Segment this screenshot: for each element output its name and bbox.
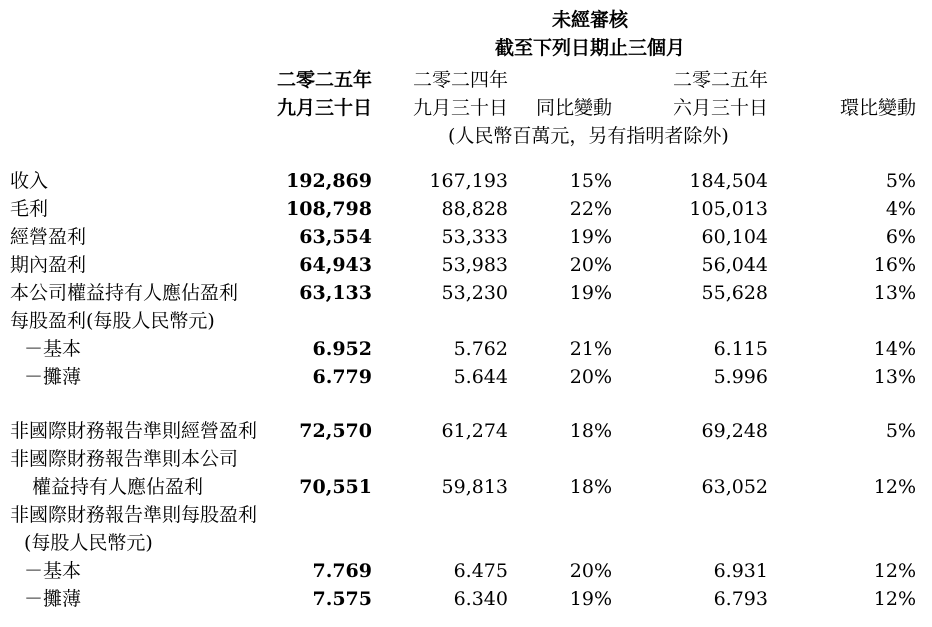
value-cell: 18%: [569, 476, 612, 498]
value-cell: 20%: [569, 560, 612, 582]
table-row-non-ifrs-operating-profit: [0, 418, 932, 445]
value-cell: 5%: [885, 420, 916, 442]
col2-header-line1: 二零二四年: [412, 69, 508, 91]
value-cell: 63,133: [299, 282, 372, 304]
value-cell: 64,943: [299, 254, 372, 276]
table-row-attributable-profit: [0, 280, 932, 307]
value-cell: 69,248: [701, 420, 768, 442]
row-label: －攤薄: [24, 366, 82, 388]
value-cell: 61,274: [441, 420, 508, 442]
value-cell: 53,333: [441, 226, 508, 248]
value-cell: 5.762: [453, 338, 508, 360]
table-row-non-ifrs-eps-basic: [0, 558, 932, 585]
value-cell: 5.996: [713, 366, 768, 388]
unit-note: (人民幣百萬元，另有指明者除外): [448, 125, 729, 147]
value-cell: 19%: [569, 282, 612, 304]
col4-header-line2: 六月三十日: [672, 97, 768, 119]
row-label: 每股盈利(每股人民幣元): [10, 310, 215, 332]
value-cell: 72,570: [299, 420, 372, 442]
row-label: －基本: [24, 560, 82, 582]
value-cell: 5%: [885, 170, 916, 192]
row-label: 非國際財務報告準則每股盈利: [10, 504, 258, 526]
value-cell: 22%: [569, 198, 612, 220]
value-cell: 6.475: [453, 560, 508, 582]
row-label: 期內盈利: [10, 254, 87, 276]
value-cell: 6%: [885, 226, 916, 248]
row-label: (每股人民幣元): [24, 532, 153, 554]
table-row-non-ifrs-eps-diluted: [0, 586, 932, 613]
table-row-non-ifrs-attributable-profit: [0, 474, 932, 501]
header-title-line1: 未經審核: [551, 9, 628, 31]
value-cell: 6.952: [312, 338, 372, 360]
table-row-revenue: [0, 168, 932, 195]
value-cell: 60,104: [701, 226, 768, 248]
row-label: －攤薄: [24, 588, 82, 610]
table-row-eps-diluted: [0, 364, 932, 391]
value-cell: 13%: [873, 282, 916, 304]
value-cell: 13%: [873, 366, 916, 388]
value-cell: 12%: [873, 560, 916, 582]
header-title-line2: 截至下列日期止三個月: [494, 37, 685, 59]
value-cell: 16%: [873, 254, 916, 276]
value-cell: 21%: [569, 338, 612, 360]
value-cell: 184,504: [689, 170, 768, 192]
value-cell: 63,554: [299, 226, 372, 248]
row-label: －基本: [24, 338, 82, 360]
value-cell: 108,798: [286, 198, 372, 220]
row-label: 非國際財務報告準則經營盈利: [10, 420, 258, 442]
col1-header-line1: 二零二五年: [276, 69, 372, 91]
value-cell: 105,013: [689, 198, 768, 220]
row-label: 毛利: [10, 198, 49, 220]
value-cell: 53,230: [441, 282, 508, 304]
col3-header-line2: 同比變動: [535, 97, 612, 119]
col4-header-line1: 二零二五年: [672, 69, 768, 91]
value-cell: 20%: [569, 366, 612, 388]
value-cell: 6.115: [713, 338, 768, 360]
row-label: 經營盈利: [10, 226, 87, 248]
row-label: 權益持有人應佔盈利: [32, 476, 204, 498]
table-row-eps-heading: [0, 308, 932, 335]
value-cell: 12%: [873, 476, 916, 498]
value-cell: 19%: [569, 588, 612, 610]
value-cell: 18%: [569, 420, 612, 442]
value-cell: 12%: [873, 588, 916, 610]
value-cell: 192,869: [286, 170, 372, 192]
value-cell: 6.779: [312, 366, 372, 388]
row-label: 非國際財務報告準則本公司: [10, 448, 239, 470]
value-cell: 70,551: [299, 476, 372, 498]
value-cell: 88,828: [441, 198, 508, 220]
value-cell: 5.644: [453, 366, 508, 388]
value-cell: 20%: [569, 254, 612, 276]
value-cell: 6.793: [713, 588, 768, 610]
value-cell: 7.575: [312, 588, 372, 610]
table-row-non-ifrs-attributable-heading: [0, 446, 932, 473]
value-cell: 53,983: [441, 254, 508, 276]
col1-header-line2: 九月三十日: [276, 97, 372, 119]
value-cell: 15%: [569, 170, 612, 192]
value-cell: 7.769: [312, 560, 372, 582]
table-row-non-ifrs-eps-unit: [0, 530, 932, 557]
col5-header-line2: 環比變動: [839, 97, 916, 119]
value-cell: 4%: [885, 198, 916, 220]
row-label: 本公司權益持有人應佔盈利: [10, 282, 239, 304]
value-cell: 6.931: [713, 560, 768, 582]
table-row-eps-basic: [0, 336, 932, 363]
value-cell: 19%: [569, 226, 612, 248]
value-cell: 63,052: [701, 476, 768, 498]
table-row-operating-profit: [0, 224, 932, 251]
value-cell: 56,044: [701, 254, 768, 276]
value-cell: 6.340: [453, 588, 508, 610]
col2-header-line2: 九月三十日: [412, 97, 508, 119]
value-cell: 14%: [873, 338, 916, 360]
table-row-non-ifrs-eps-heading: [0, 502, 932, 529]
value-cell: 55,628: [701, 282, 768, 304]
table-row-gross-profit: [0, 196, 932, 223]
table-row-period-profit: [0, 252, 932, 279]
value-cell: 59,813: [441, 476, 508, 498]
row-label: 收入: [10, 170, 49, 192]
value-cell: 167,193: [429, 170, 508, 192]
